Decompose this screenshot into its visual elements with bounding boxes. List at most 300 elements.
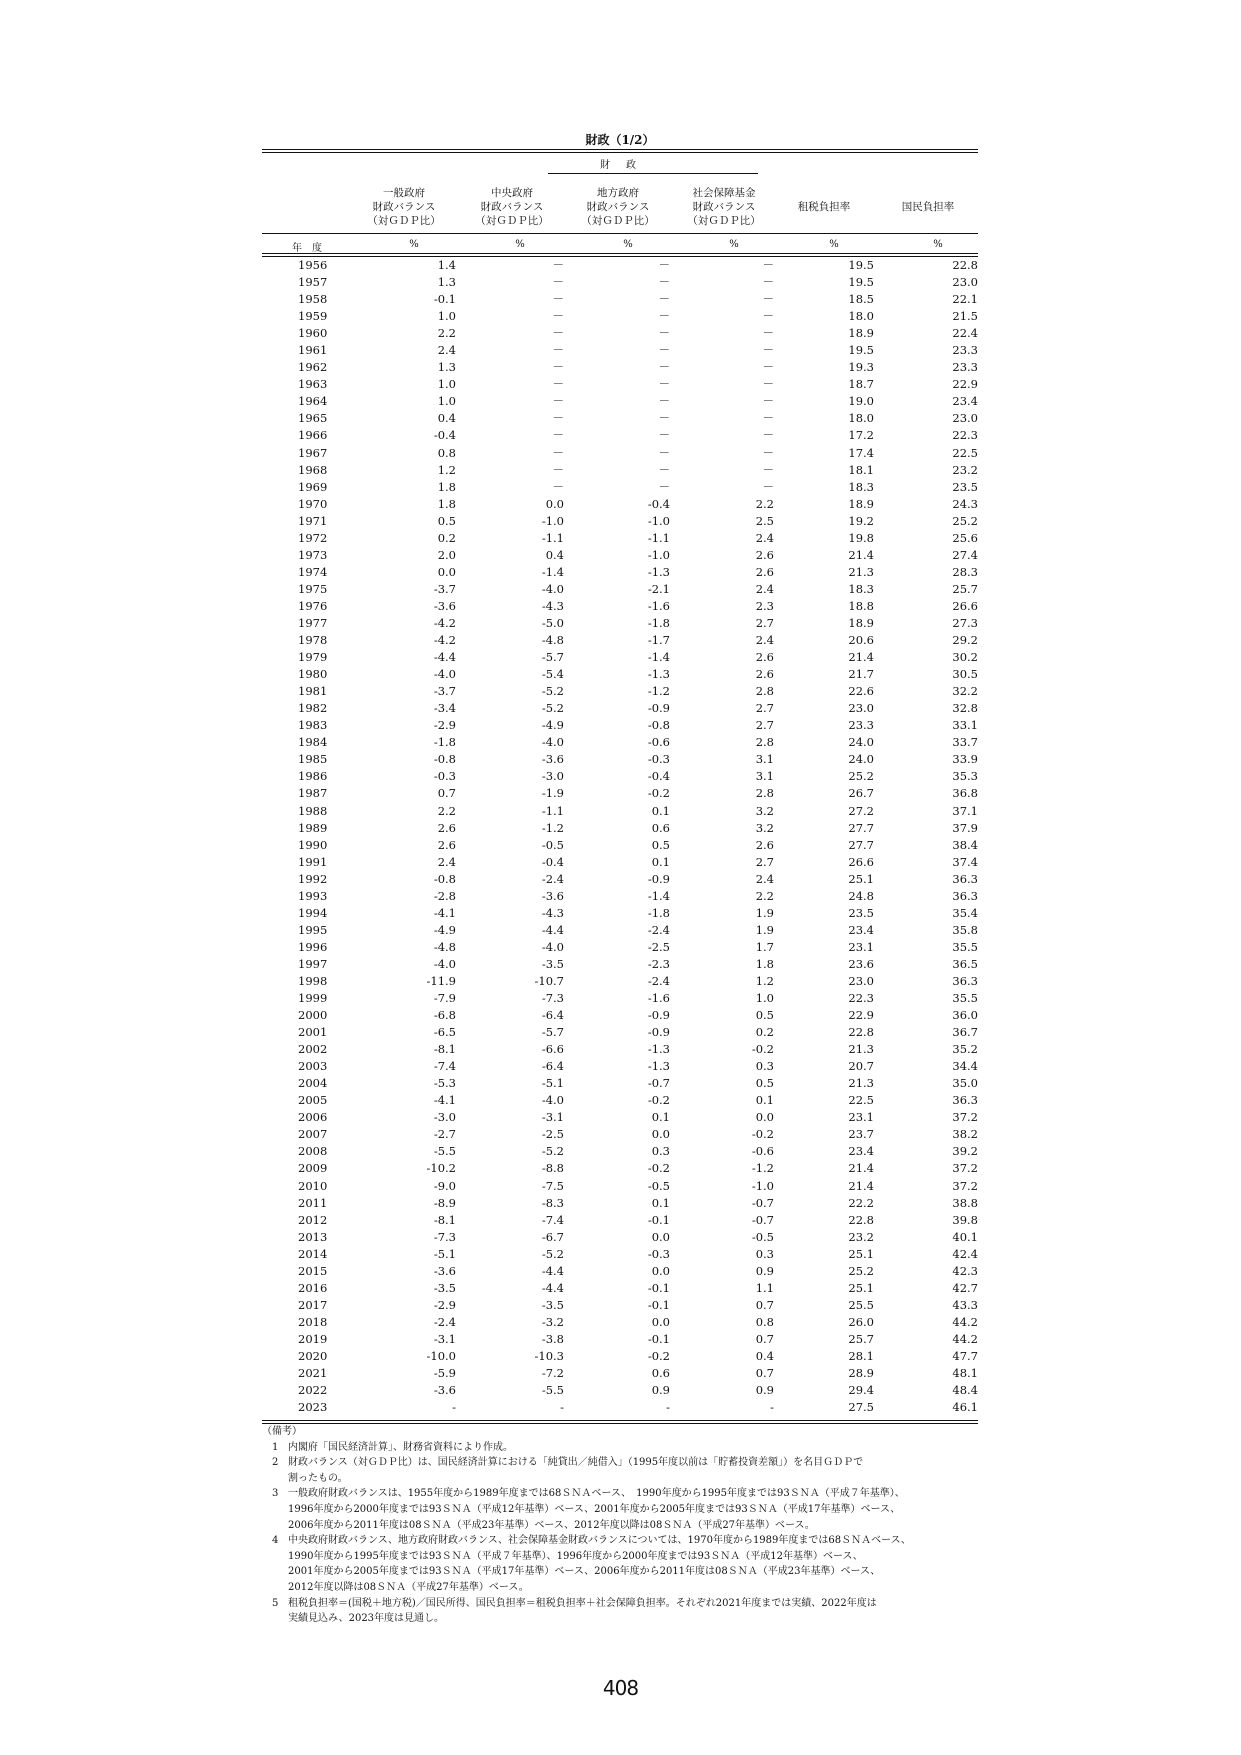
value-cell: 23.0 <box>952 275 978 290</box>
value-cell: 23.6 <box>848 956 874 971</box>
value-cell: 19.5 <box>848 343 874 358</box>
table-row <box>262 1280 978 1297</box>
value-cell: -1.3 <box>647 1042 670 1057</box>
year-cell: 1971 <box>298 513 328 528</box>
value-cell: -8.1 <box>433 1212 456 1227</box>
year-cell: 1961 <box>298 343 328 358</box>
value-cell: 0.1 <box>651 1195 670 1210</box>
value-cell: 29.2 <box>952 633 978 648</box>
value-cell: -0.9 <box>647 701 670 716</box>
value-cell: -3.5 <box>433 1280 456 1295</box>
value-cell: -2.8 <box>433 888 456 903</box>
value-cell: -2.5 <box>647 939 670 954</box>
table-row <box>262 632 978 649</box>
note-text: 租税負担率＝(国税＋地方税)／国民所得、国民負担率＝租税負担率＋社会保障負担率。それぞれ2021年度までは実績、2022年度は 実績見込み、2023年度は見通し。 <box>288 1597 877 1625</box>
value-cell: -4.4 <box>433 650 456 665</box>
value-cell: -3.1 <box>541 1110 564 1125</box>
value-cell: － <box>552 428 564 443</box>
value-cell: 18.0 <box>848 411 874 426</box>
value-cell: 19.3 <box>848 360 874 375</box>
value-cell: -8.9 <box>433 1195 456 1210</box>
value-cell: -0.1 <box>647 1212 670 1227</box>
value-cell: 35.3 <box>952 769 978 784</box>
value-cell: -1.8 <box>433 735 456 750</box>
value-cell: 23.3 <box>952 343 978 358</box>
value-cell: - <box>666 1400 670 1415</box>
unit-col-5: % <box>829 239 839 250</box>
value-cell: 44.2 <box>952 1331 978 1346</box>
value-cell: 37.9 <box>952 820 978 835</box>
notes-header: （備考） <box>262 1426 302 1437</box>
value-cell: 28.1 <box>848 1349 874 1363</box>
value-cell: 28.3 <box>952 564 978 579</box>
table-row <box>262 751 978 768</box>
table-row <box>262 547 978 564</box>
value-cell: 20.7 <box>848 1059 874 1074</box>
value-cell: 0.6 <box>651 820 670 835</box>
value-cell: － <box>762 445 774 460</box>
value-cell: 25.1 <box>848 1246 874 1261</box>
table-row <box>262 803 978 820</box>
value-cell: 17.4 <box>848 445 874 460</box>
year-cell: 1960 <box>298 326 328 341</box>
note-number: 5 <box>272 1597 279 1609</box>
table-row <box>262 1007 978 1024</box>
unit-col-6: % <box>933 239 943 250</box>
value-cell: -5.5 <box>433 1144 456 1159</box>
value-cell: 23.3 <box>848 718 874 733</box>
value-cell: － <box>552 479 564 494</box>
value-cell: － <box>762 309 774 324</box>
table-row <box>262 342 978 359</box>
value-cell: -4.9 <box>433 922 456 937</box>
top-rule-double <box>262 152 978 153</box>
table-row <box>262 990 978 1007</box>
note-number: 3 <box>272 1488 279 1500</box>
value-cell: 23.3 <box>952 360 978 375</box>
value-cell: 3.1 <box>755 752 774 767</box>
year-cell: 2001 <box>298 1025 328 1040</box>
value-cell: -4.4 <box>541 1263 564 1278</box>
value-cell: -0.8 <box>433 752 456 767</box>
value-cell: 1.9 <box>755 922 774 937</box>
value-cell: -3.0 <box>433 1110 456 1125</box>
value-cell: 19.8 <box>848 530 874 545</box>
value-cell: 0.6 <box>651 1366 670 1381</box>
year-cell: 1993 <box>298 888 328 903</box>
value-cell: 21.3 <box>848 1042 874 1057</box>
value-cell: 25.2 <box>952 513 978 528</box>
value-cell: 21.3 <box>848 564 874 579</box>
value-cell: -6.8 <box>433 1008 456 1023</box>
value-cell: -0.2 <box>751 1127 774 1142</box>
table-row <box>262 666 978 683</box>
value-cell: － <box>658 275 670 290</box>
value-cell: 23.7 <box>848 1127 874 1142</box>
value-cell: 0.0 <box>651 1127 670 1142</box>
value-cell: 24.0 <box>848 735 874 750</box>
value-cell: 18.3 <box>848 479 874 494</box>
value-cell: 0.0 <box>651 1314 670 1329</box>
value-cell: -5.7 <box>541 1025 564 1040</box>
table-row <box>262 308 978 325</box>
value-cell: 38.8 <box>952 1195 978 1210</box>
table-row <box>262 274 978 291</box>
value-cell: -5.2 <box>541 1246 564 1261</box>
value-cell: -8.1 <box>433 1042 456 1057</box>
value-cell: 2.3 <box>755 598 774 613</box>
value-cell: -0.2 <box>751 1042 774 1057</box>
value-cell: 19.5 <box>848 258 874 272</box>
year-cell: 1994 <box>298 905 328 920</box>
value-cell: -5.0 <box>541 615 564 630</box>
year-cell: 2017 <box>298 1297 328 1312</box>
value-cell: -0.9 <box>647 1025 670 1040</box>
unit-col-3: % <box>623 239 633 250</box>
value-cell: -1.2 <box>751 1161 774 1176</box>
value-cell: 37.2 <box>952 1110 978 1125</box>
value-cell: 2.6 <box>755 837 774 852</box>
value-cell: － <box>552 394 564 409</box>
value-cell: 0.9 <box>755 1263 774 1278</box>
value-cell: 2.2 <box>755 888 774 903</box>
table-row <box>262 768 978 785</box>
note-number: 2 <box>272 1457 279 1469</box>
value-cell: -4.9 <box>541 718 564 733</box>
value-cell: 0.8 <box>755 1314 774 1329</box>
value-cell: 1.0 <box>437 309 456 324</box>
value-cell: 42.3 <box>952 1263 978 1278</box>
note-item <box>262 1486 982 1533</box>
value-cell: 35.0 <box>952 1076 978 1091</box>
value-cell: 2.6 <box>755 547 774 562</box>
col-header-social-security: 社会保障基金 財政バランス （対ＧＤＰ比） <box>687 187 761 227</box>
value-cell: 18.9 <box>848 615 874 630</box>
value-cell: 23.0 <box>952 411 978 426</box>
value-cell: 38.4 <box>952 837 978 852</box>
table-row <box>262 1024 978 1041</box>
value-cell: 37.4 <box>952 854 978 869</box>
value-cell: 2.6 <box>755 650 774 665</box>
value-cell: － <box>762 411 774 426</box>
value-cell: -9.0 <box>433 1178 456 1193</box>
value-cell: 25.2 <box>848 1263 874 1278</box>
table-row <box>262 939 978 956</box>
value-cell: 23.2 <box>952 462 978 477</box>
value-cell: 27.5 <box>848 1400 874 1415</box>
value-cell: -0.2 <box>647 1161 670 1176</box>
table-row <box>262 359 978 376</box>
value-cell: -6.4 <box>541 1059 564 1074</box>
value-cell: -0.3 <box>647 752 670 767</box>
value-cell: -0.3 <box>433 769 456 784</box>
value-cell: 25.7 <box>952 581 978 596</box>
year-cell: 1992 <box>298 871 328 886</box>
table-row <box>262 973 978 990</box>
year-cell: 1975 <box>298 581 328 596</box>
value-cell: -0.8 <box>647 718 670 733</box>
value-cell: 38.2 <box>952 1127 978 1142</box>
year-cell: 1958 <box>298 292 328 307</box>
value-cell: 35.5 <box>952 991 978 1006</box>
value-cell: -1.2 <box>541 820 564 835</box>
value-cell: -0.1 <box>433 292 456 307</box>
value-cell: 0.1 <box>755 1093 774 1108</box>
value-cell: 0.4 <box>437 411 456 426</box>
year-cell: 2020 <box>298 1349 328 1363</box>
table-row <box>262 581 978 598</box>
value-cell: -3.4 <box>433 701 456 716</box>
value-cell: -0.7 <box>647 1076 670 1091</box>
value-cell: － <box>762 479 774 494</box>
value-cell: -3.0 <box>541 769 564 784</box>
value-cell: -3.5 <box>541 1297 564 1312</box>
value-cell: -8.8 <box>541 1161 564 1176</box>
value-cell: -1.0 <box>647 513 670 528</box>
value-cell: -0.4 <box>647 496 670 511</box>
value-cell: 2.6 <box>437 837 456 852</box>
value-cell: 0.9 <box>651 1383 670 1398</box>
value-cell: -0.1 <box>647 1297 670 1312</box>
value-cell: -0.5 <box>541 837 564 852</box>
value-cell: -4.4 <box>541 922 564 937</box>
value-cell: 2.7 <box>755 854 774 869</box>
value-cell: -4.0 <box>541 1093 564 1108</box>
value-cell: - <box>770 1400 774 1415</box>
year-cell: 1981 <box>298 684 328 699</box>
value-cell: 24.3 <box>952 496 978 511</box>
value-cell: 0.0 <box>755 1110 774 1125</box>
value-cell: -7.2 <box>541 1366 564 1381</box>
value-cell: 25.1 <box>848 1280 874 1295</box>
value-cell: 2.7 <box>755 718 774 733</box>
value-cell: 39.8 <box>952 1212 978 1227</box>
value-cell: 21.4 <box>848 547 874 562</box>
value-cell: -11.9 <box>426 973 456 988</box>
table-row <box>262 1246 978 1263</box>
value-cell: 1.3 <box>437 360 456 375</box>
year-cell: 2015 <box>298 1263 328 1278</box>
table-row <box>262 1160 978 1177</box>
value-cell: -0.4 <box>541 854 564 869</box>
year-cell: 2022 <box>298 1383 328 1398</box>
value-cell: -3.6 <box>433 1263 456 1278</box>
value-cell: 28.9 <box>848 1366 874 1381</box>
value-cell: -4.8 <box>433 939 456 954</box>
value-cell: 26.0 <box>848 1314 874 1329</box>
col-header-national-burden: 国民負担率 <box>901 201 955 213</box>
table-row <box>262 445 978 462</box>
year-cell: 1995 <box>298 922 328 937</box>
value-cell: 1.0 <box>437 394 456 409</box>
value-cell: -1.1 <box>647 530 670 545</box>
year-cell: 2009 <box>298 1161 328 1176</box>
col-header-general-gov: 一般政府 財政バランス （対ＧＤＰ比） <box>367 187 441 227</box>
year-cell: 1998 <box>298 973 328 988</box>
year-cell: 1968 <box>298 462 328 477</box>
value-cell: -5.3 <box>433 1076 456 1091</box>
value-cell: -0.5 <box>647 1178 670 1193</box>
value-cell: 3.2 <box>755 820 774 835</box>
value-cell: -2.3 <box>647 956 670 971</box>
table-row <box>262 1058 978 1075</box>
table-row <box>262 462 978 479</box>
value-cell: 0.5 <box>651 837 670 852</box>
value-cell: － <box>552 275 564 290</box>
value-cell: - <box>452 1400 456 1415</box>
value-cell: -5.4 <box>541 667 564 682</box>
value-cell: － <box>552 360 564 375</box>
value-cell: 22.1 <box>952 292 978 307</box>
table-row <box>262 1041 978 1058</box>
value-cell: 22.8 <box>952 258 978 272</box>
value-cell: 23.5 <box>952 479 978 494</box>
value-cell: 0.5 <box>437 513 456 528</box>
value-cell: 2.6 <box>437 820 456 835</box>
value-cell: 40.1 <box>952 1229 978 1244</box>
value-cell: － <box>762 275 774 290</box>
value-cell: 36.7 <box>952 1025 978 1040</box>
value-cell: 35.2 <box>952 1042 978 1057</box>
value-cell: -5.1 <box>433 1246 456 1261</box>
year-cell: 2006 <box>298 1110 328 1125</box>
table-row <box>262 871 978 888</box>
value-cell: 0.4 <box>545 547 564 562</box>
value-cell: 27.3 <box>952 615 978 630</box>
year-cell: 1984 <box>298 735 328 750</box>
value-cell: -2.4 <box>647 922 670 937</box>
year-cell: 2004 <box>298 1076 328 1091</box>
value-cell: -10.3 <box>534 1349 564 1363</box>
value-cell: -7.3 <box>433 1229 456 1244</box>
value-cell: 37.2 <box>952 1178 978 1193</box>
value-cell: -1.2 <box>647 684 670 699</box>
value-cell: 0.2 <box>755 1025 774 1040</box>
value-cell: -4.4 <box>541 1280 564 1295</box>
value-cell: 25.6 <box>952 530 978 545</box>
value-cell: 21.5 <box>952 309 978 324</box>
year-cell: 1997 <box>298 956 328 971</box>
value-cell: -3.6 <box>433 1383 456 1398</box>
table-row <box>262 598 978 615</box>
value-cell: -5.2 <box>541 1144 564 1159</box>
value-cell: -4.0 <box>541 581 564 596</box>
value-cell: 0.1 <box>651 1110 670 1125</box>
table-row <box>262 1143 978 1160</box>
value-cell: 18.1 <box>848 462 874 477</box>
table-row <box>262 956 978 973</box>
value-cell: -3.7 <box>433 684 456 699</box>
note-text: 一般政府財政バランスは、1955年度から1989年度までは68ＳＮＡベース、 1990年度から1995年度までは93ＳＮＡ（平成７年基準）、 1996年度から2000年度までは93ＳＮＡ（平成12年基準）ベース、2001年度から2005年度までは93ＳＮＡ（平成17年基準）ベース、 2006年度から2011年度は08ＳＮＡ（平成23年基準）ベース、2012年度以降は08ＳＮＡ（平成27年基準）ベース。 <box>288 1488 905 1531</box>
table-row <box>262 615 978 632</box>
value-cell: 24.8 <box>848 888 874 903</box>
value-cell: -2.4 <box>541 871 564 886</box>
note-number: 1 <box>272 1441 279 1453</box>
value-cell: -4.3 <box>541 905 564 920</box>
value-cell: 22.4 <box>952 326 978 341</box>
value-cell: 21.4 <box>848 1161 874 1176</box>
value-cell: 35.8 <box>952 922 978 937</box>
year-cell: 2003 <box>298 1059 328 1074</box>
value-cell: -0.2 <box>647 1349 670 1363</box>
value-cell: 0.9 <box>755 1383 774 1398</box>
value-cell: 23.0 <box>848 973 874 988</box>
table-row <box>262 1195 978 1212</box>
value-cell: -5.9 <box>433 1366 456 1381</box>
year-cell: 1963 <box>298 377 328 392</box>
note-item <box>262 1596 982 1627</box>
table-row <box>262 683 978 700</box>
value-cell: -4.0 <box>541 735 564 750</box>
table-row <box>262 717 978 734</box>
value-cell: 26.7 <box>848 786 874 801</box>
value-cell: -1.1 <box>541 803 564 818</box>
value-cell: -6.5 <box>433 1025 456 1040</box>
table-row <box>262 1212 978 1229</box>
year-cell: 1973 <box>298 547 328 562</box>
value-cell: 22.3 <box>952 428 978 443</box>
value-cell: -2.9 <box>433 1297 456 1312</box>
value-cell: 1.1 <box>755 1280 774 1295</box>
value-cell: － <box>762 292 774 307</box>
value-cell: 18.8 <box>848 598 874 613</box>
value-cell: 1.4 <box>437 258 456 272</box>
value-cell: 26.6 <box>952 598 978 613</box>
value-cell: 36.0 <box>952 1008 978 1023</box>
year-cell: 1978 <box>298 633 328 648</box>
value-cell: 18.0 <box>848 309 874 324</box>
value-cell: 22.2 <box>848 1195 874 1210</box>
year-cell: 2011 <box>298 1195 328 1210</box>
year-cell: 1959 <box>298 309 328 324</box>
value-cell: 1.3 <box>437 275 456 290</box>
value-cell: 2.4 <box>755 871 774 886</box>
value-cell: 22.8 <box>848 1025 874 1040</box>
value-cell: -2.7 <box>433 1127 456 1142</box>
value-cell: -4.2 <box>433 615 456 630</box>
table-row <box>262 1297 978 1314</box>
col-header-local-gov: 地方政府 財政バランス （対ＧＤＰ比） <box>581 187 655 227</box>
value-cell: 36.3 <box>952 871 978 886</box>
year-cell: 2008 <box>298 1144 328 1159</box>
value-cell: -0.1 <box>647 1331 670 1346</box>
value-cell: 22.5 <box>952 445 978 460</box>
value-cell: 2.6 <box>755 667 774 682</box>
value-cell: 21.4 <box>848 1178 874 1193</box>
table-row <box>262 785 978 802</box>
value-cell: -4.0 <box>433 667 456 682</box>
value-cell: 26.6 <box>848 854 874 869</box>
year-cell: 2013 <box>298 1229 328 1244</box>
group-underline <box>548 173 758 174</box>
year-cell: 1972 <box>298 530 328 545</box>
year-cell: 1964 <box>298 394 328 409</box>
table-row <box>262 513 978 530</box>
value-cell: － <box>762 428 774 443</box>
value-cell: 36.3 <box>952 973 978 988</box>
table-title: 財政（1/2） <box>585 133 655 147</box>
value-cell: 3.2 <box>755 803 774 818</box>
value-cell: 39.2 <box>952 1144 978 1159</box>
year-cell: 1967 <box>298 445 328 460</box>
value-cell: 42.4 <box>952 1246 978 1261</box>
value-cell: -3.2 <box>541 1314 564 1329</box>
value-cell: 2.7 <box>755 701 774 716</box>
value-cell: 1.2 <box>755 973 774 988</box>
value-cell: － <box>658 394 670 409</box>
value-cell: － <box>552 445 564 460</box>
value-cell: -7.4 <box>541 1212 564 1227</box>
